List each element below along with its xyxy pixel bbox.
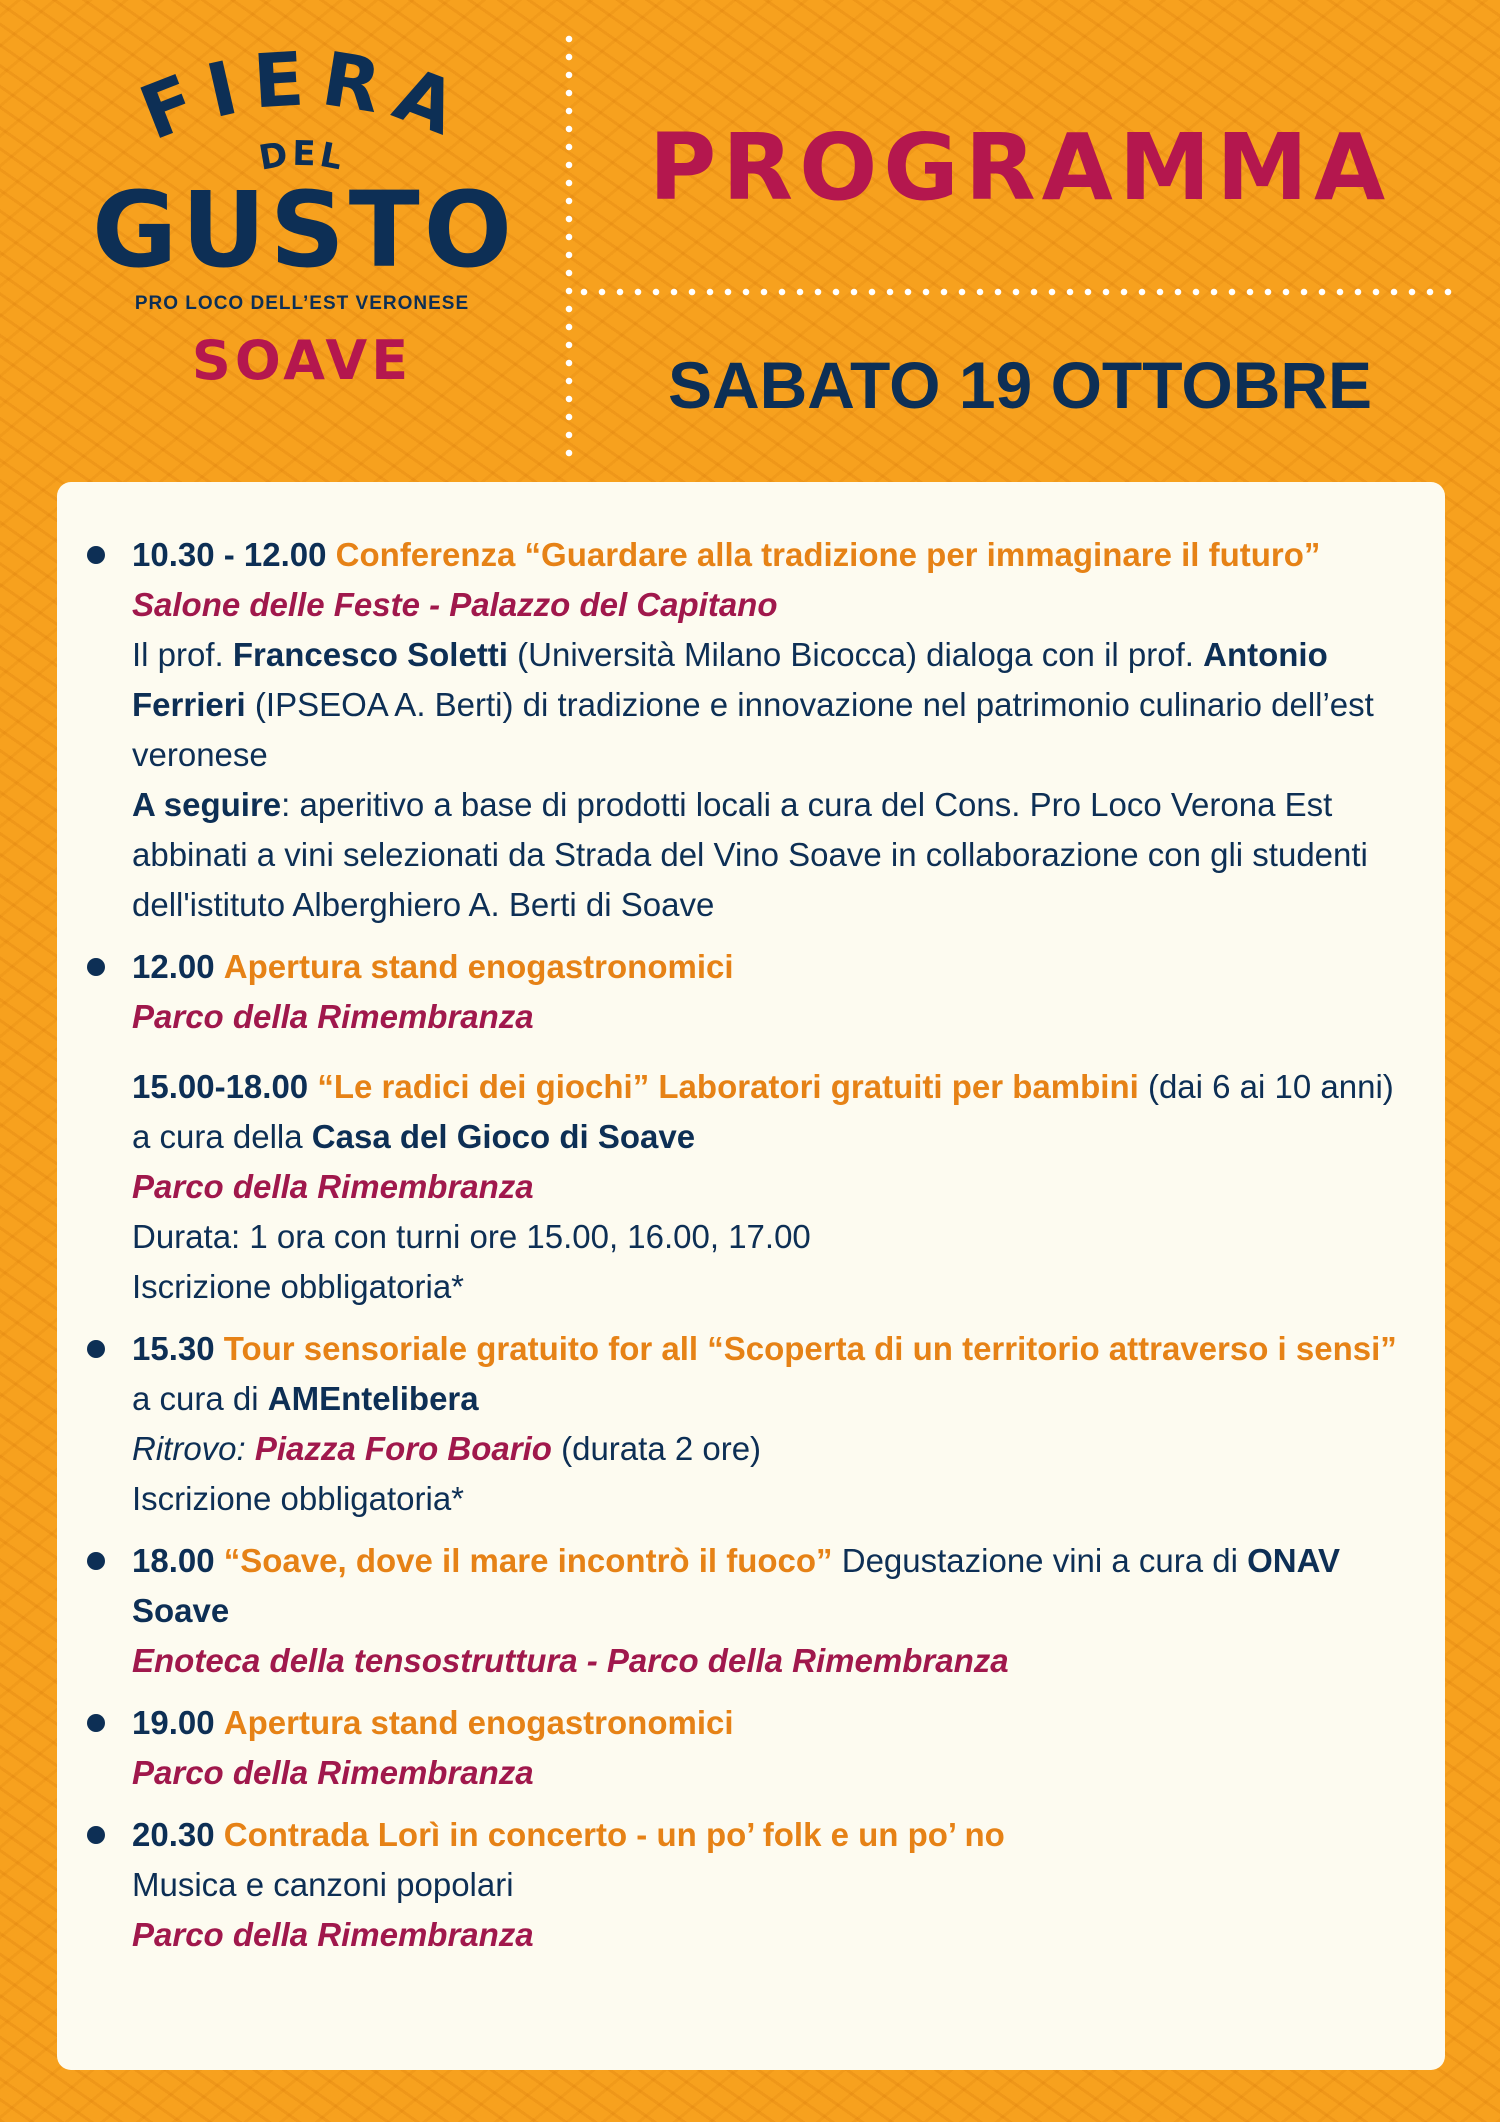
description-text: Il prof. [132,636,224,673]
event-title: Apertura stand enogastronomici [223,1704,734,1741]
event-location: Enoteca della tensostruttura - Parco della Rimembranza [132,1642,1009,1679]
event-title: Conferenza “Guardare alla tradizione per immaginare il futuro” [335,536,1321,573]
event-location: Parco della Rimembranza [132,1916,534,1953]
horizontal-dotted-divider [575,288,1455,296]
logo-subtitle: PRO LOCO DELL’EST VERONESE [134,293,470,314]
event-description [132,630,1405,780]
programme-panel [57,482,1445,2070]
event-title: “Le radici dei giochi” Laboratori gratuiti per bambini [317,1068,1139,1105]
event-location: Piazza Foro Boario [254,1430,552,1467]
speaker-name: Francesco Soletti [232,636,508,673]
description-text: (IPSEOA A. Berti) di tradizione e innovazione nel patrimonio culinario dell’est veronese [132,686,1374,773]
event-time: 15.30 [132,1330,215,1367]
event-duration: Durata: 1 ora con turni ore 15.00, 16.00, 17.00 [132,1218,811,1255]
event-organizer: Casa del Gioco di Soave [311,1118,696,1155]
event-time: 20.30 [132,1816,215,1853]
event-title: Apertura stand enogastronomici [223,948,734,985]
event-item-concert [132,1810,1405,1960]
event-heading [132,1810,1405,1860]
event-detail: a cura di [132,1380,259,1417]
event-duration: (durata 2 ore) [561,1430,762,1467]
event-item-wine-tasting [132,1536,1405,1686]
event-heading [132,530,1405,580]
event-item-conference [132,530,1405,930]
event-registration: Iscrizione obbligatoria* [132,1480,465,1517]
event-detail: Degustazione vini a cura di [841,1542,1238,1579]
event-item-stand-opening [132,942,1405,1042]
event-location: Parco della Rimembranza [132,998,534,1035]
event-follow-up [132,780,1405,930]
event-location: Parco della Rimembranza [132,1754,534,1791]
event-heading [132,1698,1405,1748]
event-time: 18.00 [132,1542,215,1579]
event-detail: (dai 6 ai 10 anni) a cura della [132,1068,1394,1155]
logo-city: SOAVE [191,329,413,392]
event-registration: Iscrizione obbligatoria* [132,1268,465,1305]
event-heading [132,1062,1405,1162]
event-time: 10.30 - 12.00 [132,536,327,573]
event-title: Tour sensoriale gratuito for all “Scoperta di un territorio attraverso i sensi” [223,1330,1397,1367]
event-organizer: ONAV Soave [132,1542,1341,1629]
meeting-label: Ritrovo: [132,1430,246,1467]
event-title: Contrada Lorì in concerto - un po’ folk e un po’ no [223,1816,1005,1853]
event-time: 15.00-18.00 [132,1068,309,1105]
event-title: “Soave, dove il mare incontrò il fuoco” [223,1542,833,1579]
logo-word-gusto: GUSTO [92,169,517,291]
speaker-name: Antonio Ferrieri [132,636,1328,723]
event-location: Parco della Rimembranza [132,1168,534,1205]
event-organizer: AMEntelibera [267,1380,479,1417]
follow-up-text: : aperitivo a base di prodotti locali a cura del Cons. Pro Loco Verona Est abbinati a vini selezionati da Strada del Vino Soave in collaborazione con gli studenti dell'istituto Alberghiero A. Berti di Soave [132,786,1368,923]
event-item-stand-opening-evening [132,1698,1405,1798]
logo-word-fiera: FIERA [129,35,481,158]
event-location: Salone delle Feste - Palazzo del Capitano [132,586,778,623]
event-item-kids-workshop [132,1062,1405,1312]
event-heading [132,942,1405,992]
vertical-dotted-divider [565,30,573,465]
event-item-sensory-tour [132,1324,1405,1524]
event-time: 12.00 [132,948,215,985]
follow-up-label: A seguire [132,786,282,823]
description-text: (Università Milano Bicocca) dialoga con il prof. [517,636,1194,673]
event-time: 19.00 [132,1704,215,1741]
page-title: PROGRAMMA [648,114,1392,221]
event-heading [132,1536,1405,1636]
fiera-del-gusto-logo [0,0,570,480]
event-heading [132,1324,1405,1424]
logo-word-del: DEL [256,133,349,179]
event-detail: Musica e canzoni popolari [132,1866,514,1903]
event-meeting-point [132,1424,1405,1474]
event-date: SABATO 19 OTTOBRE [667,348,1373,422]
